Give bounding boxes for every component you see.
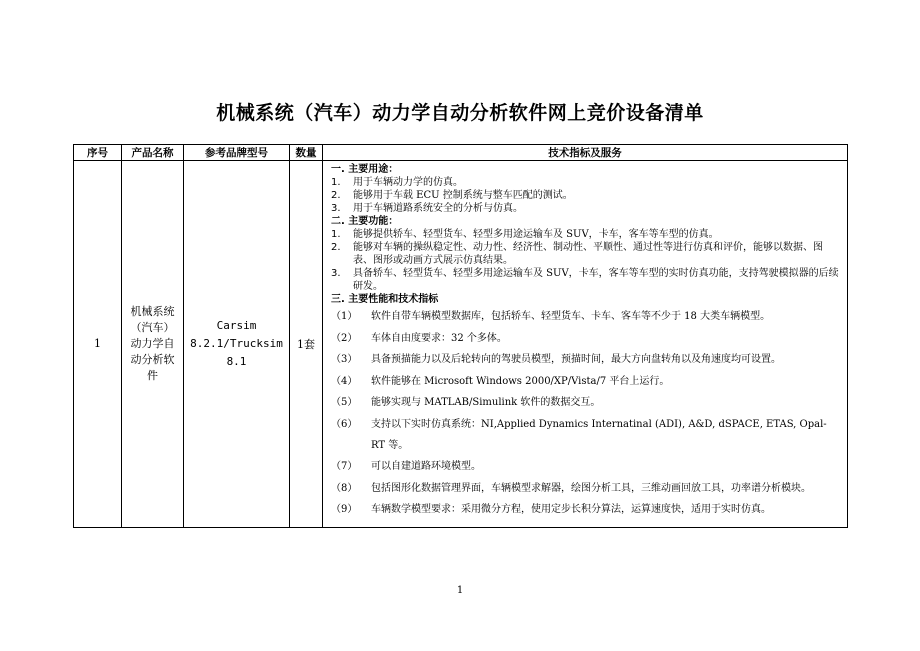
list-item xyxy=(331,228,839,241)
list-item-text: 车辆数学模型要求：采用微分方程，使用定步长积分算法，运算速度快，适用于实时仿真。 xyxy=(371,504,771,515)
performance-list xyxy=(331,306,839,520)
cell-no: 1 xyxy=(74,161,122,528)
list-item xyxy=(331,478,839,499)
list-item xyxy=(331,349,839,370)
header-quantity: 数量 xyxy=(290,145,323,161)
list-item-text: 车体自由度要求：32 个多体。 xyxy=(371,332,507,344)
list-item xyxy=(331,267,839,293)
list-item-text: 能够提供轿车、轻型货车、轻型多用途运输车及 SUV，卡车，客车等车型的仿真。 xyxy=(353,229,719,240)
list-item-number: 1. xyxy=(331,229,341,240)
page-number: 1 xyxy=(456,585,464,596)
list-item xyxy=(331,176,839,189)
list-item-text: 用于车辆道路系统安全的分析与仿真。 xyxy=(353,203,523,214)
list-item xyxy=(331,241,839,267)
list-item-text: 包括图形化数据管理界面，车辆模型求解器，绘图分析工具，三维动画回放工具，功率谱分析模块。 xyxy=(371,482,811,494)
cell-brand-model xyxy=(184,161,290,528)
list-item-number: 3. xyxy=(331,268,341,279)
brand-line-1: Carsim xyxy=(216,318,257,332)
section-title-functions: 二. 主要功能： xyxy=(331,216,399,227)
list-item-number: 3. xyxy=(331,203,341,214)
list-item-number: 2. xyxy=(331,242,341,253)
list-item-number: （6） xyxy=(331,418,358,430)
list-item-text: 能够用于车载 ECU 控制系统与整车匹配的测试。 xyxy=(353,190,573,201)
usage-list xyxy=(331,176,839,215)
header-no: 序号 xyxy=(74,145,122,161)
section-title-performance: 三. 主要性能和技术指标 xyxy=(331,294,439,305)
list-item xyxy=(331,371,839,392)
brand-line-3: 8.1 xyxy=(226,354,247,368)
list-item-text: 软件自带车辆模型数据库，包括轿车、轻型货车、卡车、客车等不少于 18 大类车辆模型。 xyxy=(371,311,771,322)
list-item-number: 2. xyxy=(331,190,341,201)
functions-list xyxy=(331,228,839,293)
list-item-text: 能够对车辆的操纵稳定性、动力性、经济性、制动性、平顺性、通过性等进行仿真和评价，能够以数据、图表、图形或动画方式展示仿真结果。 xyxy=(353,242,823,266)
list-item-number: （5） xyxy=(331,397,358,408)
list-item xyxy=(331,202,839,215)
list-item xyxy=(331,392,839,413)
list-item xyxy=(331,456,839,477)
list-item-number: （9） xyxy=(331,504,358,515)
list-item-text: 具备预描能力以及后轮转向的驾驶员模型，预描时间，最大方向盘转角以及角速度均可设置。 xyxy=(371,354,781,365)
list-item-text: 具备轿车、轻型货车、轻型多用途运输车及 SUV，卡车，客车等车型的实时仿真功能，支持驾驶模拟器的后续研发。 xyxy=(353,268,839,292)
header-spec: 技术指标及服务 xyxy=(323,145,848,161)
list-item-number: 1. xyxy=(331,177,341,188)
table-row xyxy=(74,161,848,528)
section-title-usage: 一. 主要用途： xyxy=(331,164,399,175)
equipment-table xyxy=(73,144,848,528)
list-item-number: （1） xyxy=(331,311,358,322)
brand-line-2: 8.2.1/Trucksim xyxy=(190,336,283,350)
list-item-number: （3） xyxy=(331,354,358,365)
list-item xyxy=(331,306,839,327)
table-header-row xyxy=(74,145,848,161)
list-item-number: （4） xyxy=(331,375,358,387)
list-item-text: 用于车辆动力学的仿真。 xyxy=(353,177,463,188)
list-item xyxy=(331,414,839,456)
header-brand-model: 参考品牌型号 xyxy=(184,145,290,161)
list-item xyxy=(331,189,839,202)
list-item-number: （2） xyxy=(331,332,358,344)
cell-spec xyxy=(323,161,848,528)
list-item xyxy=(331,499,839,520)
list-item-text: 软件能够在 Microsoft Windows 2000/XP/Vista/7 平台上运行。 xyxy=(371,375,670,387)
list-item-text: 能够实现与 MATLAB/Simulink 软件的数据交互。 xyxy=(371,397,601,408)
list-item-number: （8） xyxy=(331,482,358,494)
header-product-name: 产品名称 xyxy=(122,145,184,161)
document-title: 机械系统（汽车）动力学自动分析软件网上竞价设备清单 xyxy=(216,102,704,124)
list-item xyxy=(331,328,839,349)
cell-quantity: 1套 xyxy=(290,161,323,528)
cell-product-name: 机械系统（汽车）动力学自动分析软件 xyxy=(122,161,184,528)
list-item-text: 可以自建道路环境模型。 xyxy=(371,461,481,472)
list-item-number: （7） xyxy=(331,461,358,472)
list-item-text: 支持以下实时仿真系统：NI,Applied Dynamics Internatinal (ADI), A&D, dSPACE, ETAS, Opal-RT 等。 xyxy=(371,418,827,451)
